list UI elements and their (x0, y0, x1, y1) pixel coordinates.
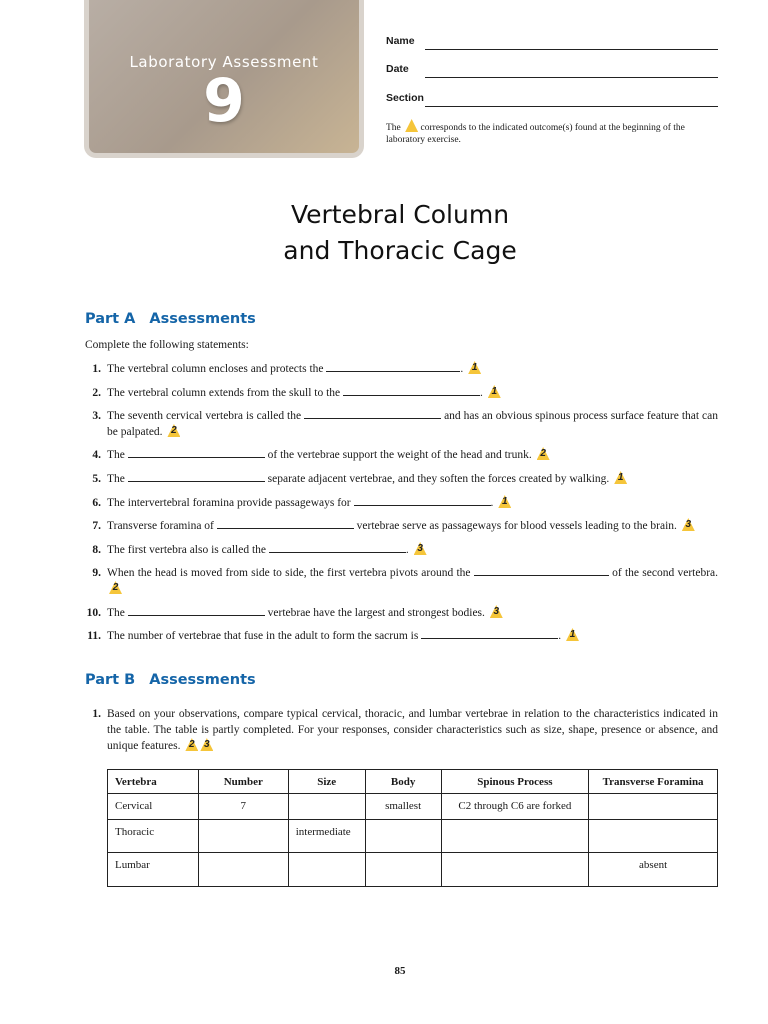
part-a-heading (85, 311, 256, 327)
outcome-triangle-icon (405, 119, 418, 132)
date-line[interactable] (425, 77, 718, 78)
question-b1: 1. Based on your observations, compare typical cervical, thoracic, and lumbar vertebrae in relation to the characteristics indicated in the table. The table is partly completed. For your responses, consider characteristics such as size, shape, presence or absence, and unique features. 2 3 (92, 708, 718, 752)
question-a11: 11. The number of vertebrae that fuse in the adult to form the sacrum is . 1 (85, 628, 718, 644)
question-a2: 2. The vertebral column extends from the skull to the . 1 (85, 385, 718, 401)
date-label: Date (386, 63, 409, 75)
outcome-2-icon: 2 (167, 424, 180, 437)
table-cell-empty[interactable] (441, 820, 589, 853)
vertebrae-comparison-table (107, 769, 718, 887)
table-header-row (108, 770, 718, 794)
table-cell: Thoracic (108, 820, 199, 853)
answer-blank[interactable] (269, 542, 406, 553)
column-header: Number (198, 770, 288, 794)
table-cell: C2 through C6 are forked (441, 794, 589, 820)
answer-blank[interactable] (343, 385, 480, 396)
assessment-label: Laboratory Assessment (129, 53, 319, 71)
section-field[interactable] (386, 92, 718, 108)
question-a6: 6. The intervertebral foramina provide passageways for . 1 (85, 495, 718, 511)
note-text: corresponds to the indicated outcome(s) found at the beginning of the laboratory exercise. (386, 123, 685, 145)
outcome-1-icon: 1 (566, 628, 579, 641)
assessment-number: 9 (203, 66, 245, 136)
table-cell: Lumbar (108, 853, 199, 887)
name-label: Name (386, 35, 415, 47)
table-cell-empty[interactable] (441, 853, 589, 887)
table-cell: Cervical (108, 794, 199, 820)
part-a-instructions: Complete the following statements: (85, 339, 249, 351)
answer-blank[interactable] (217, 518, 354, 529)
assessment-header-box (84, 0, 364, 158)
part-b-title: Assessments (149, 672, 256, 688)
table-cell: absent (589, 853, 718, 887)
date-field[interactable] (386, 63, 718, 79)
table-cell-empty[interactable] (589, 820, 718, 853)
page-number: 85 (394, 965, 406, 977)
note-prefix: The (386, 123, 401, 133)
outcome-2-icon: 2 (185, 738, 198, 751)
question-a8: 8. The first vertebra also is called the . 3 (85, 542, 718, 558)
outcome-2-icon: 2 (109, 581, 122, 594)
outcome-1-icon: 1 (488, 385, 501, 398)
answer-blank[interactable] (128, 605, 265, 616)
part-a-title: Assessments (149, 311, 256, 327)
table-cell: smallest (365, 794, 441, 820)
question-a9: 9. When the head is moved from side to side, the first vertebra pivots around the of the second vertebra. 2 (92, 567, 719, 593)
outcome-note (386, 119, 721, 146)
question-a4: 4. The of the vertebrae support the weight of the head and trunk. 2 (85, 447, 718, 463)
name-line[interactable] (425, 49, 718, 50)
question-a5: 5. The separate adjacent vertebrae, and they soften the forces created by walking. 1 (85, 471, 718, 487)
part-a-label: Part A (85, 311, 136, 327)
column-header: Vertebra (108, 770, 199, 794)
question-a3: 3. The seventh cervical vertebra is called the and has an obvious spinous process surface feature that can be palpated. 2 (92, 410, 719, 438)
outcome-2-icon: 2 (537, 447, 550, 460)
question-a7: 7. Transverse foramina of vertebrae serve as passageways for blood vessels leading to the brain. 3 (85, 518, 718, 534)
column-header: Body (365, 770, 441, 794)
table-cell-empty[interactable] (365, 820, 441, 853)
table-cell-empty[interactable] (198, 820, 288, 853)
answer-blank[interactable] (304, 408, 441, 419)
answer-blank[interactable] (474, 565, 609, 576)
table-row (108, 853, 718, 887)
outcome-1-icon: 1 (468, 361, 481, 374)
answer-blank[interactable] (421, 628, 558, 639)
outcome-3-icon: 3 (682, 518, 695, 531)
answer-blank[interactable] (128, 471, 265, 482)
name-field[interactable] (386, 35, 718, 51)
section-label: Section (386, 92, 424, 104)
table-cell-empty[interactable] (589, 794, 718, 820)
answer-blank[interactable] (354, 495, 491, 506)
outcome-1-icon: 1 (614, 471, 627, 484)
column-header: Size (288, 770, 365, 794)
table-cell-empty[interactable] (288, 794, 365, 820)
table-row (108, 820, 718, 853)
question-a1: 1. The vertebral column encloses and protects the . 1 (85, 361, 718, 377)
page-title-line1: Vertebral Column (290, 200, 510, 229)
column-header: Spinous Process (441, 770, 589, 794)
column-header: Transverse Foramina (589, 770, 718, 794)
section-line[interactable] (425, 106, 718, 107)
answer-blank[interactable] (128, 447, 265, 458)
question-a10: 10. The vertebrae have the largest and strongest bodies. 3 (85, 605, 718, 621)
part-b-label: Part B (85, 672, 136, 688)
outcome-3-icon: 3 (490, 605, 503, 618)
outcome-3-icon: 3 (200, 738, 213, 751)
table-cell-empty[interactable] (365, 853, 441, 887)
outcome-3-icon: 3 (414, 542, 427, 555)
table-cell: 7 (198, 794, 288, 820)
part-b-heading (85, 672, 256, 688)
table-cell-empty[interactable] (288, 853, 365, 887)
table-cell: intermediate (288, 820, 365, 853)
table-cell-empty[interactable] (198, 853, 288, 887)
answer-blank[interactable] (326, 361, 460, 372)
page-title-line2: and Thoracic Cage (283, 236, 517, 265)
outcome-1-icon: 1 (498, 495, 511, 508)
table-row (108, 794, 718, 820)
